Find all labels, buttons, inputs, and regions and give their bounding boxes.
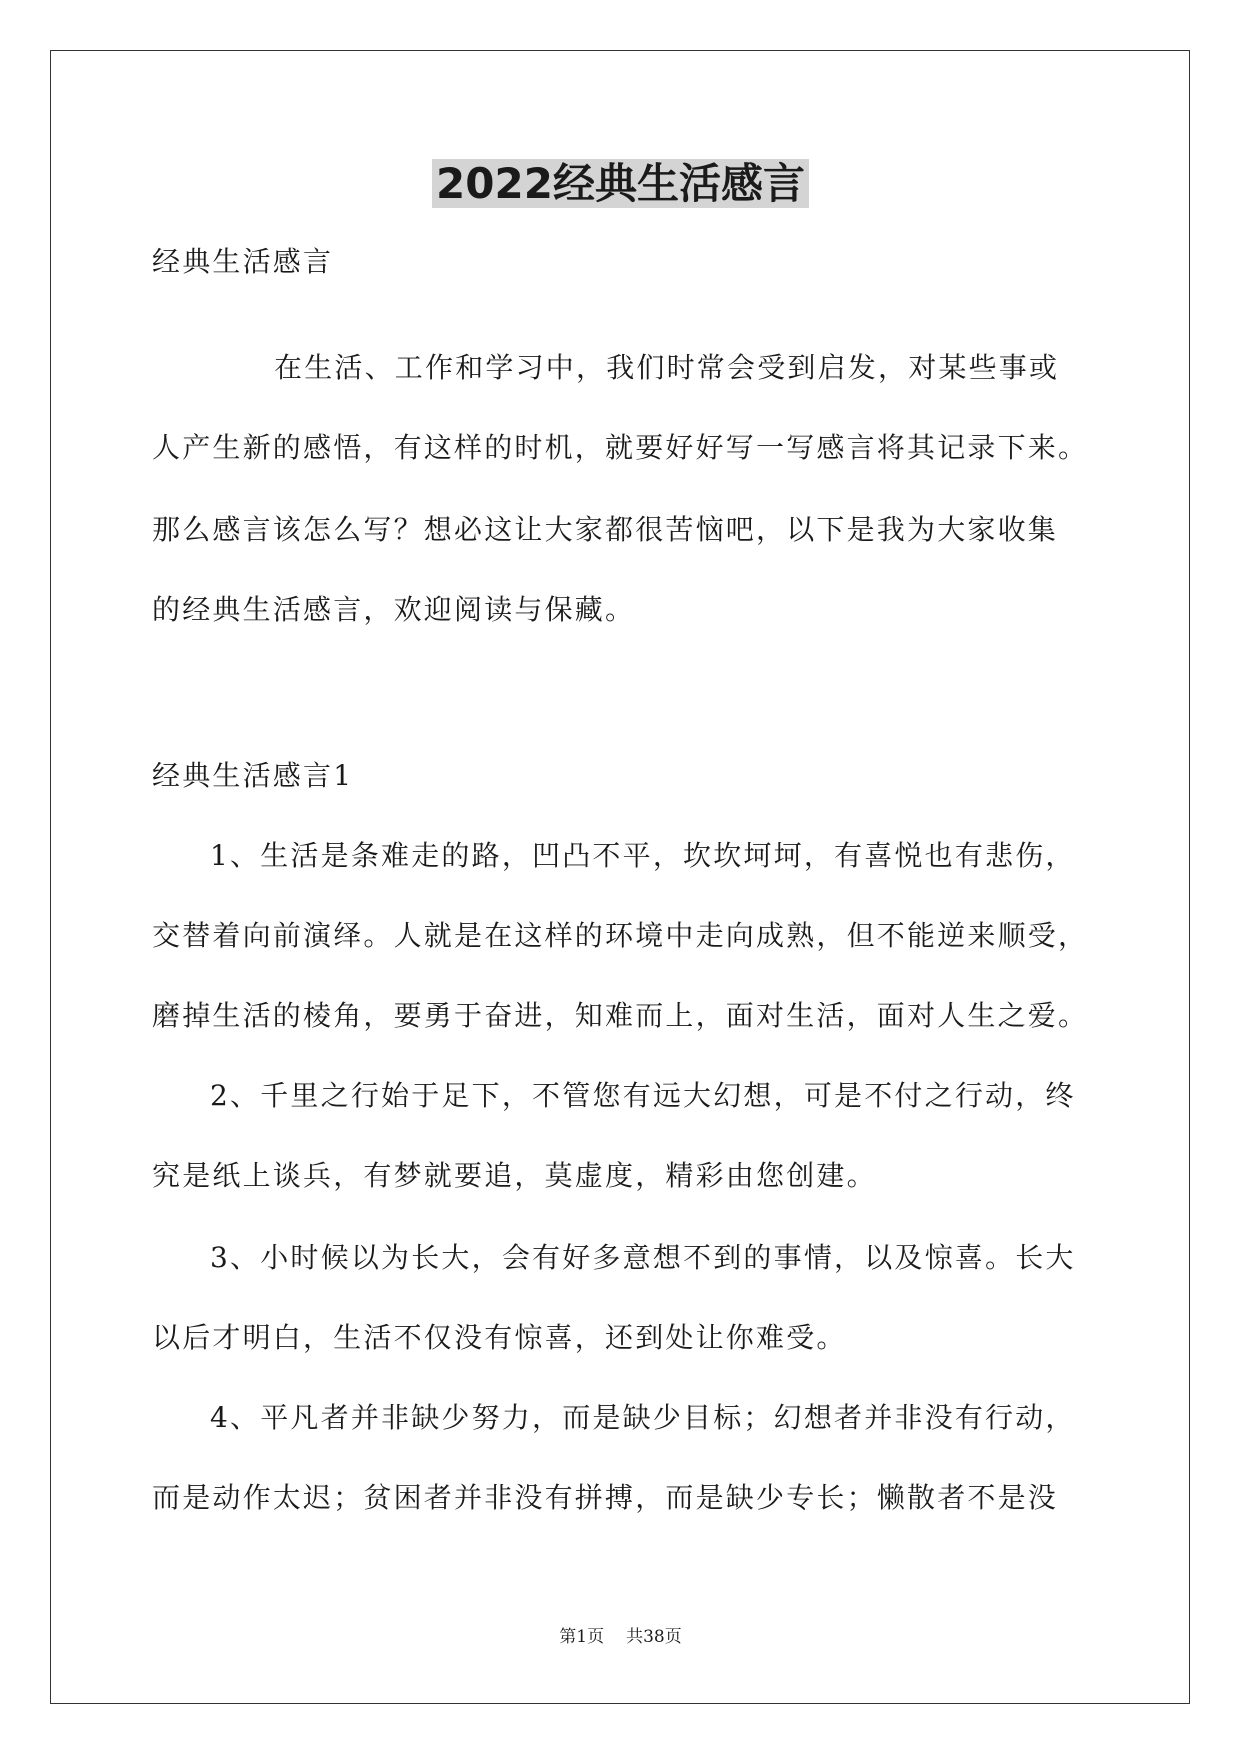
section-title: 经典生活感言1	[152, 759, 354, 792]
page-border	[50, 50, 1190, 1704]
body-line: 3、小时候以为长大，会有好多意想不到的事情，以及惊喜。长大	[210, 1241, 1076, 1274]
document-heading: 经典生活感言	[152, 245, 334, 278]
body-line: 磨掉生活的棱角，要勇于奋进，知难而上，面对生活，面对人生之爱。	[152, 999, 1089, 1032]
page-footer	[0, 1625, 1241, 1649]
intro-line: 人产生新的感悟，有这样的时机，就要好好写一写感言将其记录下来。	[152, 431, 1089, 464]
body-line: 交替着向前演绎。人就是在这样的环境中走向成熟，但不能逆来顺受，	[152, 919, 1089, 952]
document-title	[0, 156, 1241, 212]
page-number: 第1页	[559, 1627, 605, 1647]
intro-line: 在生活、工作和学习中，我们时常会受到启发，对某些事或	[274, 351, 1060, 384]
body-line: 而是动作太迟；贫困者并非没有拼搏，而是缺少专长；懒散者不是没	[152, 1481, 1059, 1514]
page-total: 共38页	[626, 1627, 682, 1647]
body-line: 4、平凡者并非缺少努力，而是缺少目标；幻想者并非没有行动，	[210, 1401, 1076, 1434]
body-line: 究是纸上谈兵，有梦就要追，莫虚度，精彩由您创建。	[152, 1159, 877, 1192]
body-line: 2、千里之行始于足下，不管您有远大幻想，可是不付之行动，终	[210, 1079, 1076, 1112]
body-line: 以后才明白，生活不仅没有惊喜，还到处让你难受。	[152, 1321, 847, 1354]
intro-line: 的经典生活感言，欢迎阅读与保藏。	[152, 593, 636, 626]
document-title-text: 2022经典生活感言	[432, 159, 809, 208]
intro-line: 那么感言该怎么写？想必这让大家都很苦恼吧，以下是我为大家收集	[152, 513, 1059, 546]
body-line: 1、生活是条难走的路，凹凸不平，坎坎坷坷，有喜悦也有悲伤，	[210, 839, 1076, 872]
